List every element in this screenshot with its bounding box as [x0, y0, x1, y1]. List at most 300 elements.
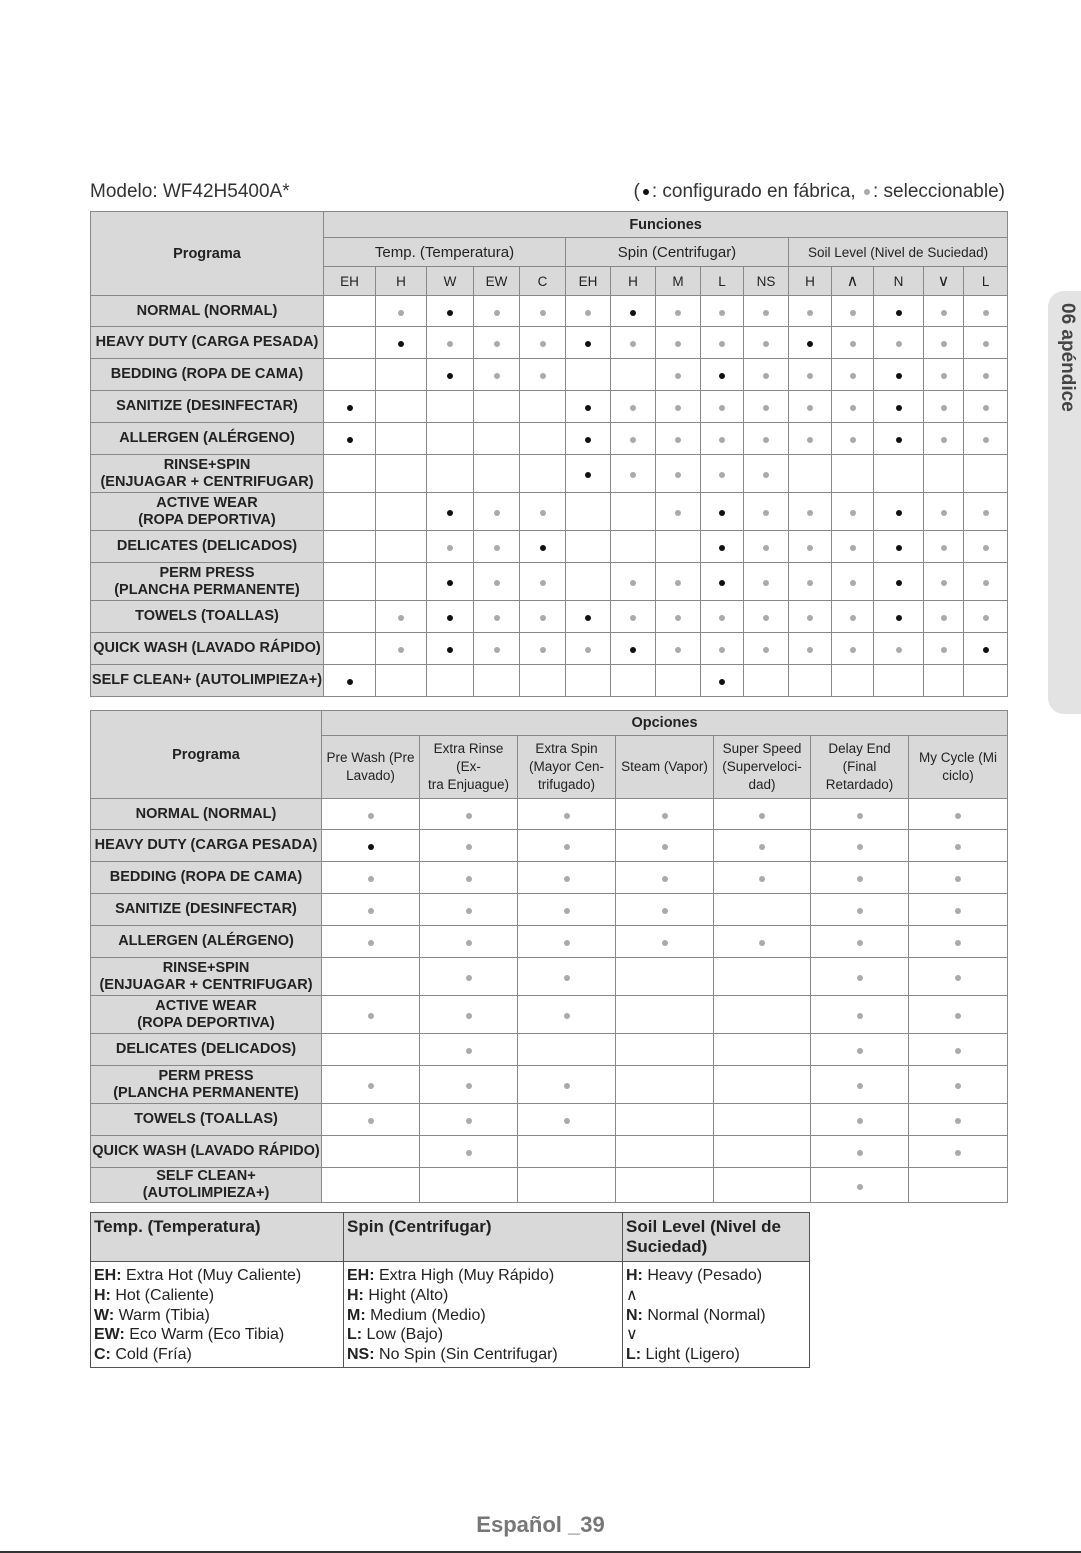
selectable-dot-icon — [857, 876, 863, 882]
program-name — [91, 958, 322, 996]
selectable-dot-icon — [540, 341, 546, 347]
table-cell — [714, 1066, 811, 1104]
selectable-dot-icon — [955, 1118, 961, 1124]
selectable-dot-icon — [941, 647, 947, 653]
selectable-dot-icon — [941, 615, 947, 621]
table-row — [91, 1136, 1008, 1168]
factory-setting-dot-icon — [719, 510, 725, 516]
table-cell — [744, 601, 789, 633]
selectable-dot-icon — [466, 1083, 472, 1089]
selectable-dot-icon — [564, 1083, 570, 1089]
table-cell — [701, 455, 744, 493]
factory-dot-icon — [643, 189, 649, 195]
table-cell — [518, 799, 616, 830]
table-cell — [376, 633, 427, 665]
table-row — [91, 391, 1008, 423]
table-row — [91, 423, 1008, 455]
selectable-dot-icon — [719, 437, 725, 443]
table-cell — [566, 563, 611, 601]
program-name — [91, 601, 324, 633]
selectable-dot-icon — [857, 975, 863, 981]
table-cell — [376, 391, 427, 423]
table-cell — [811, 1168, 909, 1203]
column-header: C — [520, 267, 566, 296]
program-name — [91, 1136, 322, 1168]
table-cell — [701, 359, 744, 391]
selectable-dot-icon — [564, 908, 570, 914]
legend-spin-header: Spin (Centrifugar) — [344, 1213, 623, 1262]
table-cell — [789, 563, 832, 601]
program-name — [91, 926, 322, 958]
table-cell — [701, 531, 744, 563]
table-cell — [520, 359, 566, 391]
table-cell — [474, 391, 520, 423]
legend-line — [94, 1345, 340, 1365]
selectable-dot-icon — [983, 437, 989, 443]
selectable-dot-icon — [662, 940, 668, 946]
selectable-dot-icon — [955, 1048, 961, 1054]
selectable-dot-icon — [807, 615, 813, 621]
table-cell — [909, 799, 1008, 830]
selectable-dot-icon — [398, 310, 404, 316]
option-column-header-line: My Cycle (Mi — [919, 750, 998, 765]
table-cell — [427, 563, 474, 601]
selectable-dot-icon — [857, 1118, 863, 1124]
table-cell — [616, 958, 714, 996]
table-cell — [474, 601, 520, 633]
selectable-dot-icon — [675, 437, 681, 443]
table-cell — [518, 830, 616, 862]
program-name-line: DELICATES (DELICADOS) — [115, 1041, 297, 1057]
table-cell — [324, 391, 376, 423]
table-cell — [520, 296, 566, 327]
table-cell — [924, 359, 964, 391]
table-cell — [420, 996, 518, 1034]
table-row — [91, 563, 1008, 601]
soil-level-header: Soil Level (Nivel de Suciedad) — [789, 238, 1008, 267]
option-column-header-line: Super Speed — [722, 741, 802, 756]
selectable-dot-icon — [466, 975, 472, 981]
table-cell — [909, 1168, 1008, 1203]
table-cell — [811, 996, 909, 1034]
selectable-dot-icon — [540, 615, 546, 621]
table-cell — [376, 327, 427, 359]
legend-open: ( — [633, 181, 640, 202]
program-name-line: SANITIZE (DESINFECTAR) — [115, 901, 297, 917]
table-row — [91, 665, 1008, 697]
factory-setting-dot-icon — [807, 341, 813, 347]
table-cell — [616, 830, 714, 862]
selectable-dot-icon — [857, 940, 863, 946]
table-cell — [611, 359, 656, 391]
selectable-dot-icon — [983, 545, 989, 551]
legend-meaning: ∨ — [626, 1326, 638, 1344]
table-cell — [656, 633, 701, 665]
legend-line — [347, 1325, 619, 1345]
table-cell — [420, 1034, 518, 1066]
selectable-dot-icon — [675, 615, 681, 621]
selectable-dot-icon — [983, 580, 989, 586]
table-cell — [811, 830, 909, 862]
selectable-dot-icon — [540, 647, 546, 653]
table-cell — [427, 391, 474, 423]
table-cell — [924, 391, 964, 423]
table-cell — [566, 327, 611, 359]
table-cell — [964, 531, 1008, 563]
selectable-dot-icon — [368, 1118, 374, 1124]
factory-setting-dot-icon — [347, 679, 353, 685]
table-row — [91, 894, 1008, 926]
selectable-dot-icon — [983, 373, 989, 379]
table-cell — [964, 633, 1008, 665]
table-row — [91, 1168, 1008, 1203]
selectable-dot-icon — [540, 580, 546, 586]
table-cell — [744, 359, 789, 391]
selectable-dot-icon — [719, 472, 725, 478]
functions-table — [90, 211, 1008, 697]
table-cell — [420, 926, 518, 958]
selectable-dot-icon — [857, 813, 863, 819]
spin-header: Spin (Centrifugar) — [566, 238, 789, 267]
factory-setting-dot-icon — [719, 679, 725, 685]
table-cell — [789, 359, 832, 391]
table-cell — [832, 327, 874, 359]
column-header: H — [611, 267, 656, 296]
table-cell — [744, 296, 789, 327]
selectable-dot-icon — [864, 189, 870, 195]
program-name-line: SANITIZE (DESINFECTAR) — [116, 398, 298, 414]
selectable-dot-icon — [719, 405, 725, 411]
factory-setting-dot-icon — [896, 373, 902, 379]
program-name — [91, 830, 322, 862]
table-cell — [324, 455, 376, 493]
legend-line — [94, 1306, 340, 1326]
selectable-dot-icon — [585, 647, 591, 653]
table-cell — [420, 799, 518, 830]
table-cell — [566, 359, 611, 391]
table-cell — [909, 862, 1008, 894]
selectable-dot-icon — [955, 940, 961, 946]
table-cell — [714, 894, 811, 926]
table-cell — [616, 1104, 714, 1136]
program-name-line: QUICK WASH (LAVADO RÁPIDO) — [93, 640, 321, 656]
column-header: NS — [744, 267, 789, 296]
table-cell — [811, 958, 909, 996]
selectable-dot-icon — [447, 545, 453, 551]
program-name — [91, 633, 324, 665]
table-row — [91, 958, 1008, 996]
table-cell — [811, 1136, 909, 1168]
table-cell — [714, 1034, 811, 1066]
table-cell — [474, 493, 520, 531]
table-cell — [874, 455, 924, 493]
legend-line — [626, 1325, 806, 1345]
selectable-dot-icon — [941, 341, 947, 347]
selectable-dot-icon — [630, 472, 636, 478]
selectable-dot-icon — [763, 405, 769, 411]
table-cell — [701, 423, 744, 455]
selectable-dot-icon — [896, 341, 902, 347]
selectable-dot-icon — [763, 510, 769, 516]
selectable-dot-icon — [564, 1118, 570, 1124]
selectable-dot-icon — [368, 1013, 374, 1019]
table-cell — [474, 296, 520, 327]
factory-setting-dot-icon — [347, 405, 353, 411]
selectable-dot-icon — [807, 310, 813, 316]
table-cell — [874, 563, 924, 601]
factory-setting-dot-icon — [896, 545, 902, 551]
legend-meaning: Warm (Tibia) — [114, 1306, 210, 1324]
table-cell — [714, 862, 811, 894]
selectable-dot-icon — [494, 510, 500, 516]
program-name-line: (PLANCHA PERMANENTE) — [114, 581, 300, 598]
selectable-dot-icon — [807, 545, 813, 551]
selectable-dot-icon — [540, 310, 546, 316]
table-cell — [376, 601, 427, 633]
table-cell — [427, 296, 474, 327]
legend-abbr: EH: — [347, 1267, 375, 1284]
table-cell — [427, 493, 474, 531]
table-cell — [324, 563, 376, 601]
table-cell — [789, 531, 832, 563]
table-cell — [714, 958, 811, 996]
program-name-line: PERM PRESS — [159, 564, 255, 581]
table-cell — [322, 862, 420, 894]
program-name-line: HEAVY DUTY (CARGA PESADA) — [94, 837, 318, 853]
table-cell — [909, 958, 1008, 996]
table-cell — [656, 423, 701, 455]
factory-setting-dot-icon — [719, 545, 725, 551]
selectable-dot-icon — [368, 1083, 374, 1089]
selectable-dot-icon — [983, 615, 989, 621]
selectable-dot-icon — [807, 405, 813, 411]
table-cell — [518, 862, 616, 894]
table-cell — [427, 665, 474, 697]
table-cell — [520, 665, 566, 697]
selectable-dot-icon — [466, 813, 472, 819]
selectable-dot-icon — [662, 876, 668, 882]
selectable-dot-icon — [466, 940, 472, 946]
table-cell — [656, 531, 701, 563]
table-cell — [789, 327, 832, 359]
selectable-dot-icon — [850, 310, 856, 316]
table-cell — [322, 1168, 420, 1203]
table-cell — [616, 1136, 714, 1168]
selectable-dot-icon — [759, 844, 765, 850]
program-name — [91, 296, 324, 327]
table-cell — [518, 1136, 616, 1168]
legend-meaning: Extra Hot (Muy Caliente) — [121, 1267, 302, 1284]
selectable-dot-icon — [807, 437, 813, 443]
table-cell — [376, 563, 427, 601]
selectable-dot-icon — [759, 876, 765, 882]
program-name-line: SELF CLEAN+ (AUTOLIMPIEZA+) — [91, 672, 323, 688]
selectable-dot-icon — [398, 647, 404, 653]
selectable-dot-icon — [719, 341, 725, 347]
selectable-dot-icon — [675, 647, 681, 653]
program-name-line: (ROPA DEPORTIVA) — [137, 1014, 275, 1031]
column-header: W — [427, 267, 474, 296]
program-name-line: PERM PRESS — [158, 1067, 254, 1084]
program-name-line: (ROPA DEPORTIVA) — [138, 511, 276, 528]
factory-setting-dot-icon — [896, 510, 902, 516]
selectable-dot-icon — [466, 908, 472, 914]
table-cell — [744, 633, 789, 665]
table-cell — [701, 601, 744, 633]
table-cell — [474, 665, 520, 697]
program-name — [91, 493, 324, 531]
table-cell — [701, 633, 744, 665]
option-column-header-line: (Superveloci- — [722, 759, 802, 774]
table-cell — [520, 601, 566, 633]
table-cell — [611, 493, 656, 531]
table-cell — [832, 601, 874, 633]
table-cell — [964, 601, 1008, 633]
table-cell — [964, 493, 1008, 531]
legend-column — [344, 1262, 623, 1368]
legend-meaning: Low (Bajo) — [362, 1326, 444, 1344]
table-cell — [909, 1136, 1008, 1168]
program-name — [91, 327, 324, 359]
selectable-dot-icon — [675, 510, 681, 516]
table-cell — [520, 563, 566, 601]
option-column-header-line: ciclo) — [942, 768, 974, 783]
section-tab-label: 06 apéndice — [1057, 303, 1078, 412]
table-cell — [874, 423, 924, 455]
selectable-dot-icon — [850, 405, 856, 411]
table-cell — [474, 327, 520, 359]
selectable-dot-icon — [955, 876, 961, 882]
table-cell — [322, 1136, 420, 1168]
table-cell — [520, 531, 566, 563]
table-row — [91, 493, 1008, 531]
section-tab — [1048, 291, 1081, 714]
table-cell — [324, 296, 376, 327]
table-cell — [701, 296, 744, 327]
table-row — [91, 926, 1008, 958]
selectable-dot-icon — [494, 310, 500, 316]
column-header: EH — [566, 267, 611, 296]
table-cell — [427, 531, 474, 563]
table-cell — [656, 665, 701, 697]
table-cell — [518, 1034, 616, 1066]
table-cell — [518, 1066, 616, 1104]
table-cell — [924, 563, 964, 601]
option-column-header — [518, 736, 616, 799]
options-header: Opciones — [322, 711, 1008, 736]
table-cell — [324, 423, 376, 455]
table-cell — [832, 563, 874, 601]
selectable-dot-icon — [896, 647, 902, 653]
legend-line — [94, 1325, 340, 1345]
legend-selectable-text: : seleccionable) — [872, 181, 1005, 202]
table-cell — [924, 455, 964, 493]
program-header: Programa — [91, 212, 324, 296]
factory-setting-dot-icon — [719, 580, 725, 586]
program-name — [91, 1066, 322, 1104]
temp-header: Temp. (Temperatura) — [324, 238, 566, 267]
option-column-header-line: Extra Spin — [535, 741, 598, 756]
table-cell — [789, 601, 832, 633]
table-cell — [744, 531, 789, 563]
table-cell — [789, 391, 832, 423]
selectable-dot-icon — [955, 1013, 961, 1019]
column-header: ∧ — [832, 267, 874, 296]
table-cell — [714, 830, 811, 862]
selectable-dot-icon — [494, 545, 500, 551]
table-cell — [744, 423, 789, 455]
factory-setting-dot-icon — [585, 437, 591, 443]
table-cell — [811, 1066, 909, 1104]
table-cell — [520, 391, 566, 423]
selectable-dot-icon — [759, 940, 765, 946]
table-row — [91, 1104, 1008, 1136]
program-name-line: (PLANCHA PERMANENTE) — [113, 1084, 299, 1101]
option-column-header-line: trifugado) — [537, 777, 596, 792]
table-cell — [656, 391, 701, 423]
selectable-dot-icon — [466, 1013, 472, 1019]
table-cell — [714, 1104, 811, 1136]
selectable-dot-icon — [675, 580, 681, 586]
table-row — [91, 531, 1008, 563]
table-cell — [874, 531, 924, 563]
table-cell — [964, 359, 1008, 391]
table-cell — [566, 531, 611, 563]
table-cell — [964, 665, 1008, 697]
table-cell — [322, 1034, 420, 1066]
table-cell — [811, 799, 909, 830]
factory-setting-dot-icon — [540, 545, 546, 551]
table-cell — [376, 423, 427, 455]
option-column-header-line: Steam (Vapor) — [621, 759, 708, 774]
legend-line — [94, 1266, 340, 1286]
selectable-dot-icon — [857, 908, 863, 914]
table-cell — [427, 359, 474, 391]
legend-abbr: H: — [347, 1286, 364, 1304]
table-cell — [616, 926, 714, 958]
program-name-line: ALLERGEN (ALÉRGENO) — [118, 933, 294, 949]
table-cell — [832, 455, 874, 493]
selectable-dot-icon — [630, 405, 636, 411]
selectable-dot-icon — [857, 1083, 863, 1089]
table-cell — [744, 391, 789, 423]
program-name — [91, 391, 324, 423]
selectable-dot-icon — [466, 1048, 472, 1054]
legend-meaning: Heavy (Pesado) — [642, 1267, 763, 1284]
selectable-dot-icon — [850, 510, 856, 516]
table-cell — [656, 296, 701, 327]
legend-meaning: No Spin (Sin Centrifugar) — [374, 1346, 558, 1364]
table-cell — [518, 1168, 616, 1203]
selectable-dot-icon — [494, 615, 500, 621]
option-column-header-line: Lavado) — [346, 768, 395, 783]
table-cell — [832, 493, 874, 531]
table-cell — [656, 359, 701, 391]
factory-setting-dot-icon — [896, 405, 902, 411]
selectable-dot-icon — [675, 310, 681, 316]
legend-abbr: H: — [94, 1286, 111, 1304]
program-name-line: HEAVY DUTY (CARGA PESADA) — [95, 334, 319, 350]
table-cell — [566, 665, 611, 697]
selectable-dot-icon — [850, 615, 856, 621]
table-cell — [322, 830, 420, 862]
table-cell — [474, 423, 520, 455]
table-cell — [520, 493, 566, 531]
selectable-dot-icon — [662, 908, 668, 914]
functions-header: Funciones — [324, 212, 1008, 238]
factory-setting-dot-icon — [585, 341, 591, 347]
table-row — [91, 862, 1008, 894]
